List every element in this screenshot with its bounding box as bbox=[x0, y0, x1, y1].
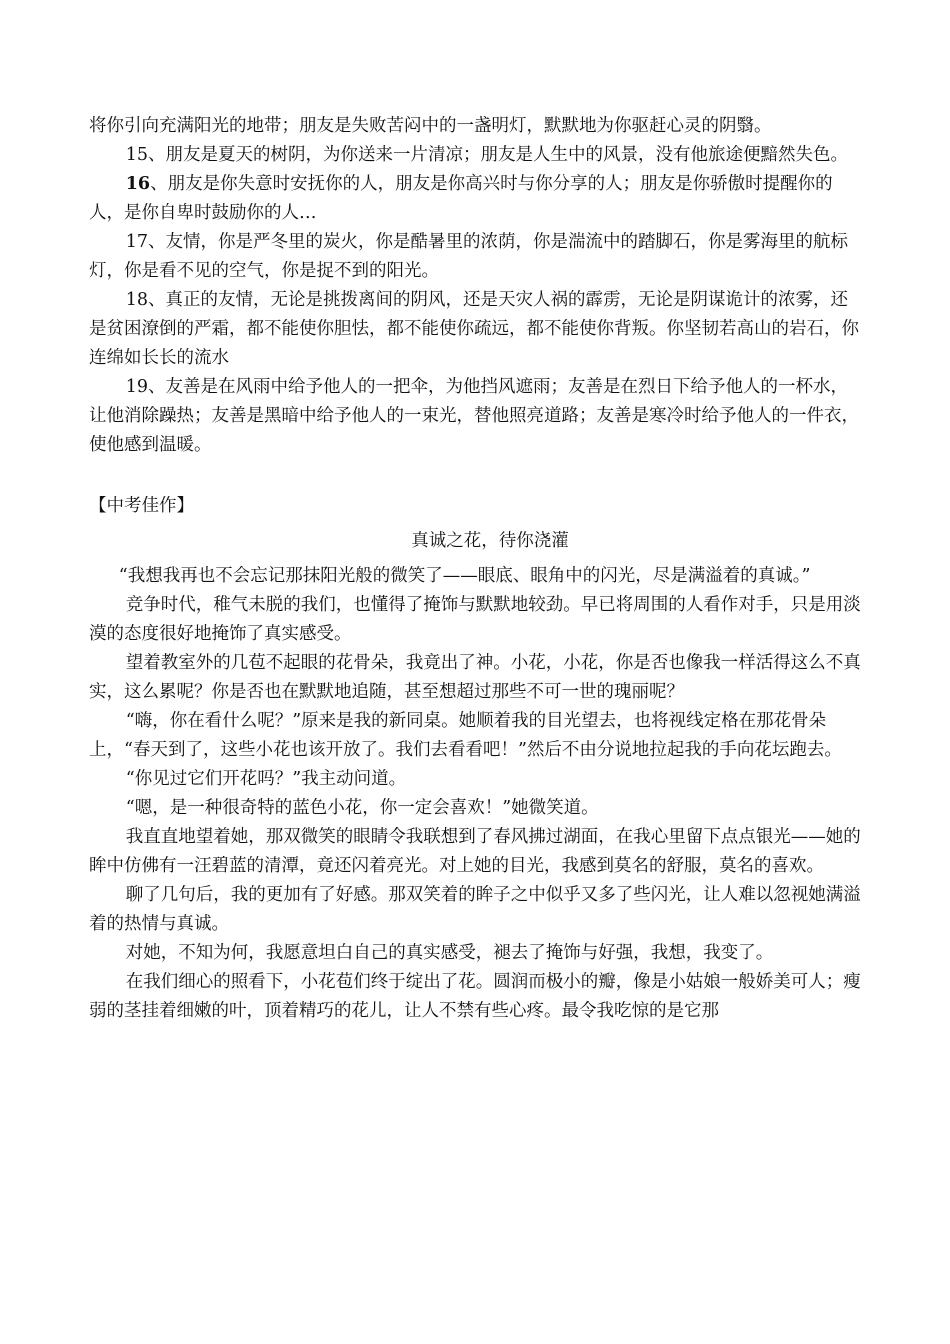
paragraph-continued bbox=[89, 112, 861, 141]
section-heading: 【中考佳作】 bbox=[89, 496, 194, 516]
paragraph-15 bbox=[89, 141, 861, 170]
essay-paragraph: “嗯，是一种很奇特的蓝色小花，你一定会喜欢！”她微笑道。 bbox=[125, 798, 599, 818]
paragraph-text: 、朋友是夏天的树阴，为你送来一片清凉；朋友是人生中的风景，没有他旅途便黯然失色。 bbox=[148, 145, 849, 165]
essay-paragraph: 对她，不知为何，我愿意坦白自己的真实感受，褪去了掩饰与好强，我想，我变了。 bbox=[125, 943, 774, 963]
paragraph-16 bbox=[89, 170, 861, 228]
essay-paragraph: 聊了几句后，我的更加有了好感。那双笑着的眸子之中似乎又多了些闪光，让人难以忽视她满溢着的热情与真诚。 bbox=[89, 885, 861, 934]
paragraph-19 bbox=[89, 373, 861, 460]
paragraph-text: 、真正的友情，无论是挑拨离间的阴风，还是天灾人祸的霹雳，无论是阴谋诡计的浓雾，还是贫困潦倒的严霜，都不能使你胆怯，都不能使你疏远，都不能使你背叛。你坚韧若高山的岩石，你连绵如长长的流水 bbox=[89, 290, 859, 368]
paragraph-number: 17 bbox=[125, 232, 149, 252]
essay-paragraph: 在我们细心的照看下，小花苞们终于绽出了花。圆润而极小的瓣，像是小姑娘一般娇美可人；瘦弱的茎挂着细嫩的叶，顶着精巧的花儿，让人不禁有些心疼。最令我吃惊的是它那 bbox=[89, 972, 861, 1021]
essay-paragraph: “嗨，你在看什么呢？”原来是我的新同桌。她顺着我的目光望去，也将视线定格在那花骨朵上，“春天到了，这些小花也该开放了。我们去看看吧！”然后不由分说地拉起我的手向花坛跑去。 bbox=[89, 711, 842, 760]
essay-paragraph: “你见过它们开花吗？”我主动问道。 bbox=[125, 769, 407, 789]
paragraph-text: 将你引向充满阳光的地带；朋友是失败苦闷中的一盏明灯，默默地为你驱赶心灵的阴翳。 bbox=[89, 116, 772, 136]
paragraph-number: 19 bbox=[125, 377, 149, 397]
essay-paragraph: 望着教室外的几苞不起眼的花骨朵，我竟出了神。小花，小花，你是否也像我一样活得这么不真实，这么累呢？你是否也在默默地追随，甚至想超过那些不可一世的瑰丽呢？ bbox=[89, 653, 861, 702]
essay-paragraph: 竞争时代，稚气未脱的我们，也懂得了掩饰与默默地较劲。早已将周围的人看作对手，只是用淡漠的态度很好地掩饰了真实感受。 bbox=[89, 595, 861, 644]
paragraph-number: 18 bbox=[125, 290, 149, 310]
paragraph-text: 、朋友是你失意时安抚你的人，朋友是你高兴时与你分享的人；朋友是你骄傲时提醒你的人，是你自卑时鼓励你的人… bbox=[89, 174, 833, 223]
paragraph-17 bbox=[89, 228, 861, 286]
essay-title: 真诚之花，待你浇灌 bbox=[411, 531, 569, 551]
paragraph-text: 、友善是在风雨中给予他人的一把伞，为他挡风遮雨；友善是在烈日下给予他人的一杯水，让他消除躁热；友善是黑暗中给予他人的一束光，替他照亮道路；友善是寒冷时给予他人的一件衣，使他感到温暖。 bbox=[89, 377, 859, 455]
paragraph-18 bbox=[89, 286, 861, 373]
paragraph-text: 、友情，你是严冬里的炭火，你是酷暑里的浓荫，你是湍流中的踏脚石，你是雾海里的航标灯，你是看不见的空气，你是捉不到的阳光。 bbox=[89, 232, 849, 281]
essay-paragraph: 我直直地望着她，那双微笑的眼睛令我联想到了春风拂过湖面，在我心里留下点点银光——她的眸中仿佛有一汪碧蓝的清潭，竟还闪着亮光。对上她的目光，我感到莫名的舒服，莫名的喜欢。 bbox=[89, 827, 861, 876]
document-page bbox=[89, 112, 861, 1026]
paragraph-number: 16 bbox=[125, 174, 151, 194]
paragraph-number: 15 bbox=[125, 145, 149, 165]
spacer bbox=[89, 460, 861, 492]
essay-paragraph: “我想我再也不会忘记那抹阳光般的微笑了——眼底、眼角中的闪光，尽是满溢着的真诚。” bbox=[118, 566, 811, 586]
